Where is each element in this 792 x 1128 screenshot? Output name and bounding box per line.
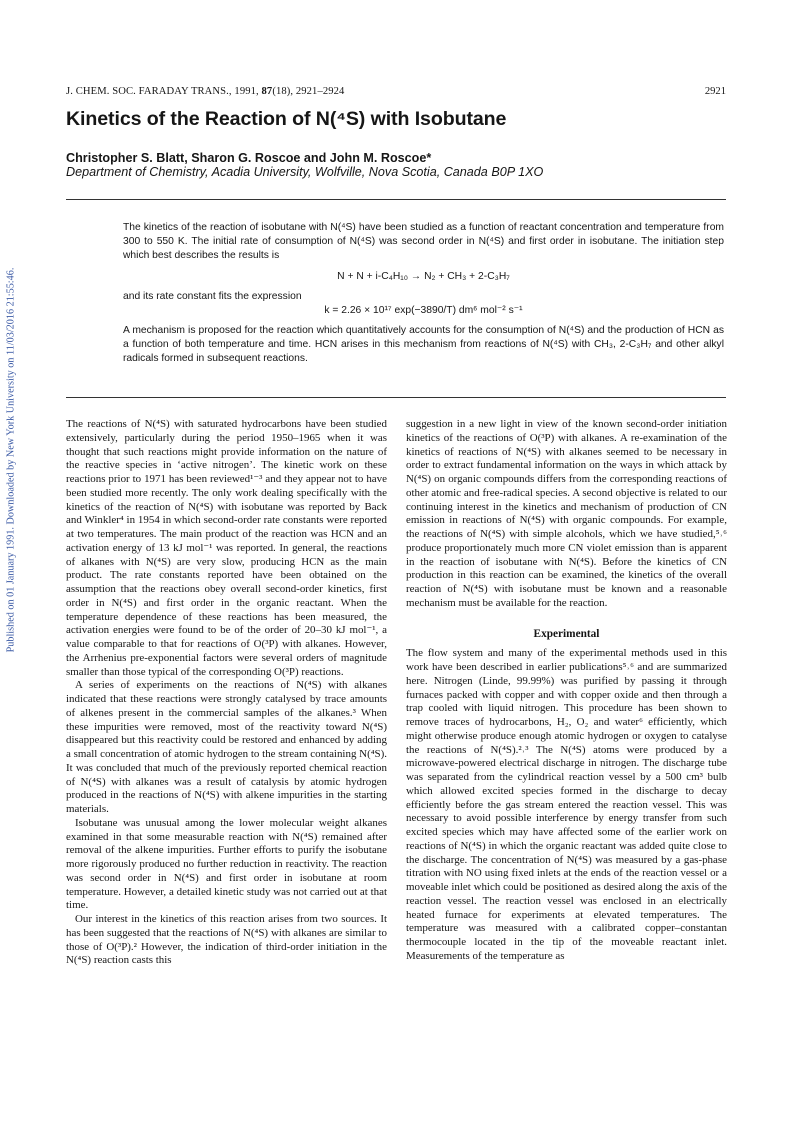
section-heading-experimental: Experimental xyxy=(533,627,600,640)
download-watermark-text: Published on 01 January 1991. Downloaded by New York University on 11/03/2016 21:55:46. xyxy=(5,267,17,653)
body-paragraph: suggestion in a new light in view of the known second-order initiation kinetics of the reactions of O(³P) with alkanes. A re-examination of the kinetics of reactions of N(⁴S) with alkanes seemed to be necessary in order to extract fundamental information on the ways in which attack by N(⁴S) on organic compounds differs from the corresponding reactions of other atomic and free-radical species. A second objective is related to our continuing interest in the kinetics and mechanism of production of CN emission in reactions of N(⁴S) with organic compounds. For example, the reactions of N(⁴S) with simple alcohols, which we have studied,⁵˒⁶ produce proportionately much more CN violet emission than is apparent in the reaction of isobutane with N(⁴S). Before the kinetics of CN production in this reaction can be examined, the kinetics of the overall reaction of N(⁴S) with isobutane must be known and a reasonable mechanism must be available for the reaction. xyxy=(406,418,727,609)
abstract-divider xyxy=(66,397,726,398)
body-paragraph: The flow system and many of the experimental methods used in this work have been described in earlier publications⁵˒⁶ and are summarized here. Nitrogen (Linde, 99.99%) was purified by passing it through furnaces packed with copper and with copper oxide and then through a trap cooled with liquid nitrogen. This procedure has been shown to remove traces of hydrocarbons, H₂, O₂ and water⁶ efficiently, which might otherwise produce enough atomic hydrogen or oxygen to catalyse the reactions of N(⁴S).²˒³ The N(⁴S) atoms were produced by a microwave-powered electrical discharge in nitrogen. The discharge tube was separated from the cylindrical reaction vessel by a 500 cm³ bulb which allowed excited species formed in the discharge to decay efficiently before the gas stream entered the reaction vessel. This was necessary to avoid possible interference by energy transfer from such excited species which may have affected some of the earlier work on reactions of N(⁴S) in which the organic reactant was added quite close to the discharge. The concentration of N(⁴S) was measured by a gas-phase titration with NO using fixed inlets at the ends of the reaction vessel or a moveable inlet which could be positioned as desired along the axis of the reaction vessel. The reaction vessel was enclosed in an electrically heated furnace for experiments at elevated temperatures. The temperature was measured with a calibrated copper–constantan thermocouple located in the tip of the moveable reactant inlet. Measurements of the temperature as xyxy=(406,647,727,962)
initiation-equation: N + N + i-C₄H₁₀ → N₂ + CH₃ + 2-C₃H₇ xyxy=(337,271,510,282)
abstract-paragraph: The kinetics of the reaction of isobutane with N(⁴S) have been studied as a function of reactant concentration and temperature from 300 to 550 K. The initial rate of consumption of N(⁴S) was second order in N(⁴S) and first order in isobutane. The initiation step which best describes the results is xyxy=(123,222,724,261)
rate-constant-expression: k = 2.26 × 10¹⁷ exp(−3890/T) dm⁶ mol⁻² s⁻¹ xyxy=(324,305,523,316)
body-paragraph: Isobutane was unusual among the lower molecular weight alkanes examined in that some measurable reaction with N(⁴S) remained after removal of the alkene impurities. Further efforts to purify the isobutane more rigorously produced no further reduction in reactivity. The reaction was second order in N(⁴S) and first order in isobutane at room temperature. However, a detailed kinetic study was not carried out at that time. xyxy=(66,816,387,912)
body-column-right xyxy=(406,418,727,964)
journal-citation: J. CHEM. SOC. FARADAY TRANS., 1991, xyxy=(66,86,262,97)
abstract xyxy=(123,221,724,366)
author-affiliation: Department of Chemistry, Acadia University, Wolfville, Nova Scotia, Canada B0P 1XO xyxy=(66,165,544,179)
journal-header xyxy=(66,86,344,97)
abstract-paragraph: and its rate constant fits the expression xyxy=(123,291,302,302)
author-list: Christopher S. Blatt, Sharon G. Roscoe and John M. Roscoe* xyxy=(66,151,432,165)
body-column-left xyxy=(66,418,387,968)
body-paragraph: The reactions of N(⁴S) with saturated hydrocarbons have been studied extensively, particularly during the period 1950–1965 when it was thought that such reactions might provide information on the nature of the reactive species in ‘active nitrogen’. The kinetic work on these reactions prior to 1971 has been reviewed¹⁻³ and they appear not to have been studied more recently. The only work dealing specifically with the kinetics of the reaction of N(⁴S) with isobutane was reported by Back and Winkler⁴ in 1954 in which second-order rate constants were reported at two temperatures. The main product of the reaction was HCN and an activation energy of 13 kJ mol⁻¹ was reported. In general, the reactions of alkanes with N(⁴S) are very slow, producing HCN as the main product. The rate constants reported have been obtained on the assumption that the reactions obey overall second-order kinetics, first order in N(⁴S) and first order in the organic reactant. When the temperature dependence of these reactions has been measured, the activation energies were found to be of the order of 20–30 kJ mol⁻¹, a value comparable to that for reactions of O(³P) with alkanes. However, the Arrhenius pre-exponential factors were several orders of magnitude smaller than those typical of the corresponding O(³P) reactions. xyxy=(66,418,387,678)
download-watermark xyxy=(4,250,18,670)
body-paragraph: A series of experiments on the reactions of N(⁴S) with alkanes indicated that these reactions were strongly catalysed by trace amounts of alkenes present in the commercial samples of the alkanes.³ When these impurities were removed, most of the reactivity toward N(⁴S) disappeared but this reactivity could be restored and enhanced by adding a small concentration of atomic hydrogen to the stream containing N(⁴S). It was concluded that much of the previously reported chemical reaction of N(⁴S) with alkanes was a result of catalysis by atomic hydrogen produced in the reactions of N(⁴S) with alkene impurities in the starting materials. xyxy=(66,679,387,815)
journal-volume: 87 xyxy=(261,86,273,97)
body-paragraph: Our interest in the kinetics of this reaction arises from two sources. It has been suggested that the reactions of N(⁴S) with alkanes are similar to those of O(³P).² However, the indication of third-order initiation in the N(⁴S) reaction casts this xyxy=(66,913,387,967)
journal-issue-pages: (18), 2921–2924 xyxy=(272,86,345,97)
header-divider xyxy=(66,199,726,200)
page-number: 2921 xyxy=(704,86,726,97)
article-title: Kinetics of the Reaction of N(⁴S) with Isobutane xyxy=(66,108,507,130)
abstract-paragraph: A mechanism is proposed for the reaction which quantitatively accounts for the consumption of N(⁴S) and the production of HCN as a function of both temperature and time. HCN arises in this mechanism from reactions of N(⁴S) with CH₃, 2-C₃H₇ and other alkyl radicals formed in subsequent reactions. xyxy=(123,325,724,364)
